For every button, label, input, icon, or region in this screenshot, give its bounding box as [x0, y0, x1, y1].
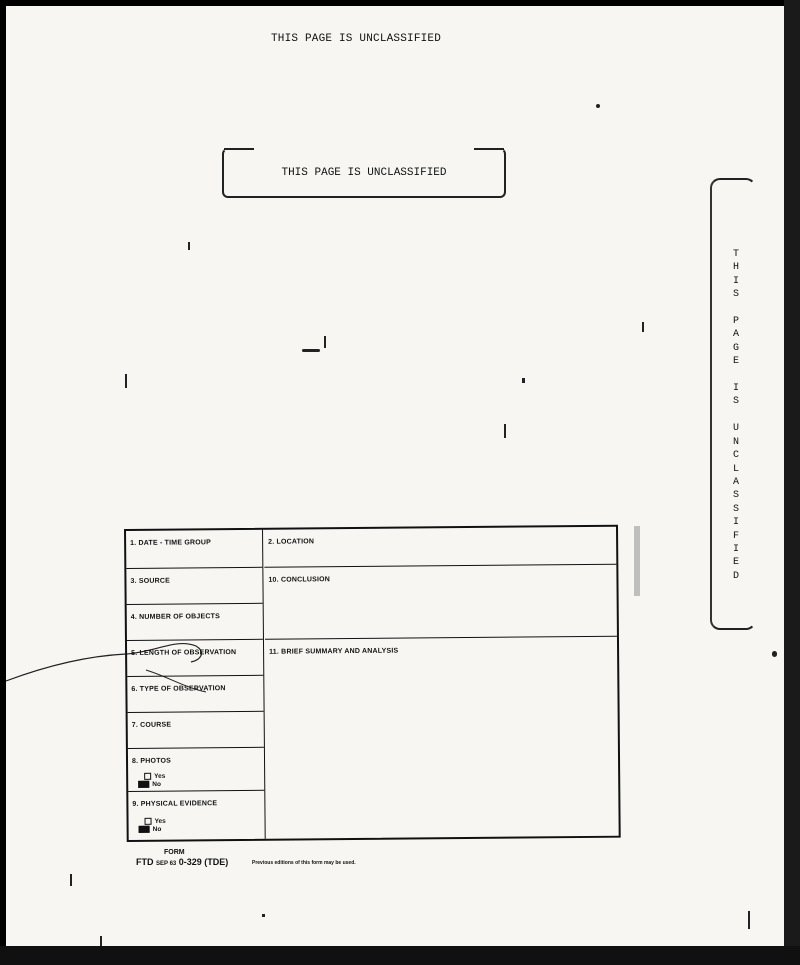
label-brief-summary: 11. BRIEF SUMMARY AND ANALYSIS	[269, 647, 399, 656]
footer-form-number: 0-329 (TDE)	[178, 857, 229, 867]
scan-edge-bottom	[0, 946, 800, 965]
scanned-page	[6, 6, 784, 952]
label-date-time-group: 1. DATE - TIME GROUP	[130, 539, 212, 547]
field-type-of-observation	[127, 676, 263, 713]
scan-edge-right	[784, 0, 800, 965]
photos-no-label: No	[152, 780, 161, 788]
label-physical-evidence: 9. PHYSICAL EVIDENCE	[132, 800, 218, 808]
field-number-of-objects	[127, 604, 263, 641]
checkbox-empty-icon	[144, 773, 151, 780]
footer-form-date: SEP 63	[156, 861, 177, 867]
label-source: 3. SOURCE	[130, 577, 171, 585]
scan-speck	[772, 651, 777, 657]
unclassified-stamp-boxed	[222, 148, 506, 198]
scan-speck	[504, 424, 506, 438]
scan-speck	[634, 526, 640, 596]
checkbox-marked-icon	[138, 781, 149, 788]
scan-speck	[522, 378, 525, 383]
field-source	[126, 568, 262, 605]
physical-evidence-no-option[interactable]	[139, 826, 162, 833]
photos-yes-label: Yes	[154, 772, 166, 780]
field-date-time-group	[126, 530, 262, 569]
unclassified-stamp-top: THIS PAGE IS UNCLASSIFIED	[271, 33, 442, 45]
scan-speck	[125, 374, 127, 388]
unclassified-stamp-side	[710, 178, 756, 630]
label-conclusion: 10. CONCLUSION	[268, 576, 331, 584]
physical-evidence-yes-option[interactable]	[145, 818, 166, 825]
footer-form-word: FORM	[164, 849, 185, 856]
unclassified-stamp-boxed-text: THIS PAGE IS UNCLASSIFIED	[281, 167, 447, 179]
physical-evidence-no-label: No	[152, 825, 162, 833]
photos-no-option[interactable]	[138, 781, 161, 788]
field-location	[264, 527, 616, 568]
field-physical-evidence	[128, 791, 264, 840]
field-length-of-observation	[127, 640, 263, 677]
scan-speck	[642, 322, 644, 332]
field-course	[128, 712, 264, 749]
photos-yes-option[interactable]	[144, 773, 165, 780]
label-type-of-observation: 6. TYPE OF OBSERVATION	[131, 685, 226, 693]
sighting-report-form	[124, 525, 621, 842]
field-photos	[128, 748, 264, 792]
footer-form-id	[136, 857, 228, 867]
scan-speck	[324, 336, 326, 348]
footer-previous-editions-note: Previous editions of this form may be used.	[252, 860, 356, 866]
checkbox-marked-icon	[139, 826, 150, 833]
label-location: 2. LOCATION	[268, 538, 315, 546]
form-left-column	[126, 530, 266, 840]
label-course: 7. COURSE	[131, 721, 172, 729]
label-length-of-observation: 5. LENGTH OF OBSERVATION	[131, 649, 237, 657]
scan-speck	[70, 874, 72, 886]
scan-speck	[748, 911, 750, 929]
footer-form-prefix: FTD	[136, 857, 154, 867]
label-number-of-objects: 4. NUMBER OF OBJECTS	[130, 613, 220, 621]
physical-evidence-yes-label: Yes	[154, 817, 166, 825]
scan-speck	[596, 104, 600, 108]
scan-speck	[262, 914, 265, 917]
field-conclusion	[264, 565, 617, 640]
field-brief-summary	[265, 637, 619, 839]
scan-speck	[302, 349, 320, 352]
scan-speck	[188, 242, 190, 250]
label-photos: 8. PHOTOS	[131, 757, 172, 765]
checkbox-empty-icon	[145, 818, 152, 825]
unclassified-stamp-side-text: T H I S P A G E I S U N C L A S S I F I E D	[732, 249, 739, 582]
